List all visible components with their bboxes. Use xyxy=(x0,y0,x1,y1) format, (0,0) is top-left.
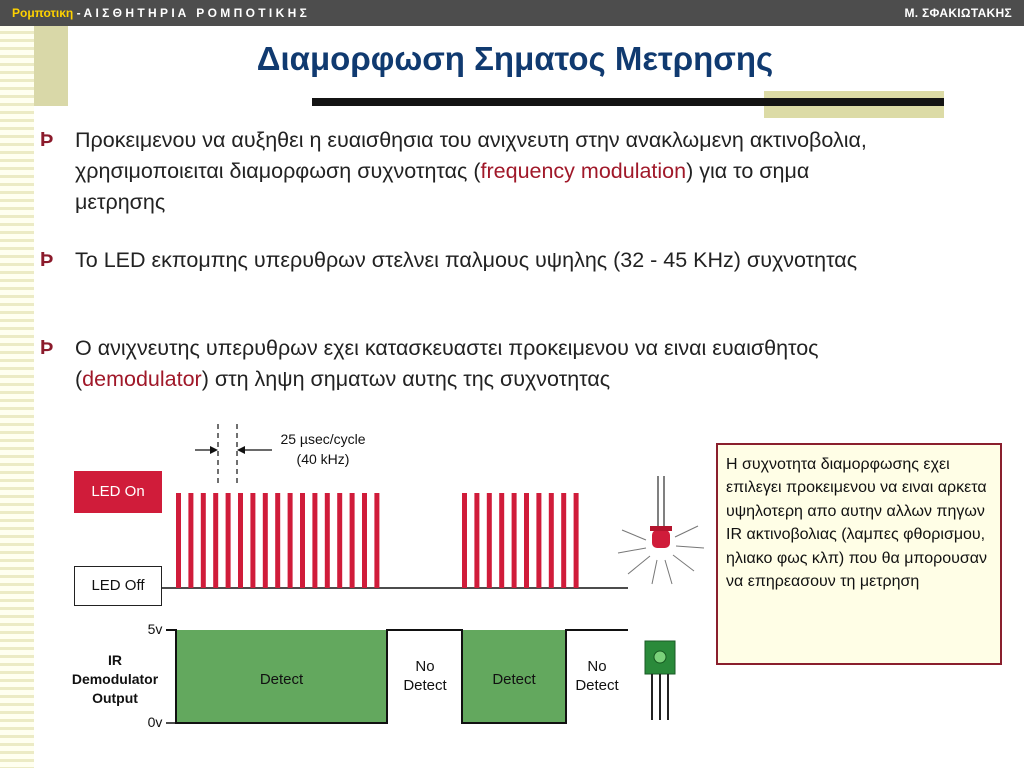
bullet-text-part: Ο ανιχνευτης υπερυθρων εχει κατασκευαστει προκειμενου να ειναι ευαισθητος ( xyxy=(75,336,819,391)
v-high-label: 5v xyxy=(147,621,163,637)
arrow-bullet-icon: Þ xyxy=(40,337,54,359)
slide-title: Διαμορφωση Σηματος Μετρησης xyxy=(256,40,774,77)
arrow-bullet-icon: Þ xyxy=(40,129,54,151)
led-pulse xyxy=(524,493,529,588)
led-pulse xyxy=(487,493,492,588)
led-off-label: LED Off xyxy=(74,566,162,606)
period-label-2: (40 kHz) xyxy=(296,451,350,467)
no-detect-line: No xyxy=(415,658,435,675)
led-pulse xyxy=(188,493,193,588)
led-pulse xyxy=(499,493,504,588)
no-detect-label-2 xyxy=(566,657,628,695)
header-topic: Α Ι Σ Θ Η Τ Η Ρ Ι Α Ρ Ο Μ Π Ο Τ Ι Κ Η Σ xyxy=(83,6,307,20)
period-arrowhead-right xyxy=(237,446,245,454)
detect-label-2: Detect xyxy=(492,671,536,688)
no-detect-label-1 xyxy=(388,657,462,695)
detect-label-1: Detect xyxy=(259,671,304,688)
led-pulse xyxy=(201,493,206,588)
bullet-text-part: Προκειμενου να αυξηθει η ευαισθησια του ανιχνευτη στην ανακλωμενη ακτινοβολια, χρησιμοποιειται διαμορφωση συχνοτητας ( xyxy=(75,128,867,183)
ir-sensor-icon xyxy=(645,641,675,720)
output-label-line: Output xyxy=(92,690,138,706)
header-course-name: Ρομποτικη xyxy=(12,6,74,20)
led-pulse xyxy=(337,493,342,588)
led-pulse xyxy=(238,493,243,588)
side-note: Η συχνοτητα διαμορφωσης εχει επιλεγει προκειμενου να ειναι αρκετα υψηλοτερη απο αυτην αλλων πηγων IR ακτινοβολιας (λαμπες φθορισμου, ηλιακο φως κλπ) που θα μπορουσαν να επηρεασουν τη μετρηση xyxy=(716,443,1002,665)
led-pulse xyxy=(549,493,554,588)
led-pulse xyxy=(312,493,317,588)
no-detect-line: Detect xyxy=(575,677,619,694)
header-author: Μ. ΣΦΑΚΙΩΤΑΚΗΣ xyxy=(904,6,1012,20)
led-pulse xyxy=(462,493,467,588)
led-pulse xyxy=(263,493,268,588)
output-label xyxy=(60,651,170,708)
led-pulse xyxy=(362,493,367,588)
led-pulse xyxy=(176,493,181,588)
output-label-line: Demodulator xyxy=(71,671,159,687)
period-label-1: 25 µsec/cycle xyxy=(280,431,366,447)
led-pulse xyxy=(574,493,579,588)
no-detect-line: No xyxy=(587,658,607,675)
bullet-term: demodulator xyxy=(82,367,202,391)
led-pulse-trains xyxy=(176,493,579,588)
bullet-term: frequency modulation xyxy=(480,159,687,183)
led-pulse xyxy=(536,493,541,588)
led-pulse xyxy=(350,493,355,588)
output-label-line: IR xyxy=(108,652,122,668)
arrow-bullet-icon: Þ xyxy=(40,249,54,271)
led-pulse xyxy=(325,493,330,588)
period-arrowhead-left xyxy=(210,446,218,454)
led-pulse xyxy=(250,493,255,588)
v-low-label: 0v xyxy=(147,714,163,730)
bullet-text-part: ) στη ληψη σηματων αυτης της συχνοτητας xyxy=(201,367,611,391)
header-separator: - xyxy=(73,6,84,20)
led-on-label: LED On xyxy=(74,471,162,513)
led-pulse xyxy=(213,493,218,588)
led-pulse xyxy=(275,493,280,588)
led-pulse xyxy=(374,493,379,588)
no-detect-line: Detect xyxy=(403,677,447,694)
led-pulse xyxy=(288,493,293,588)
led-pulse xyxy=(226,493,231,588)
ir-led-icon xyxy=(618,476,704,584)
led-pulse xyxy=(512,493,517,588)
led-pulse xyxy=(561,493,566,588)
bullet-text-part: ) για το σημα μετρησης xyxy=(75,159,810,214)
led-pulse xyxy=(474,493,479,588)
bullet-text-part: Το LED εκπομπης υπερυθρων στελνει παλμους υψηλης (32 - 45 KHz) συχνοτητας xyxy=(75,248,858,272)
led-pulse xyxy=(300,493,305,588)
